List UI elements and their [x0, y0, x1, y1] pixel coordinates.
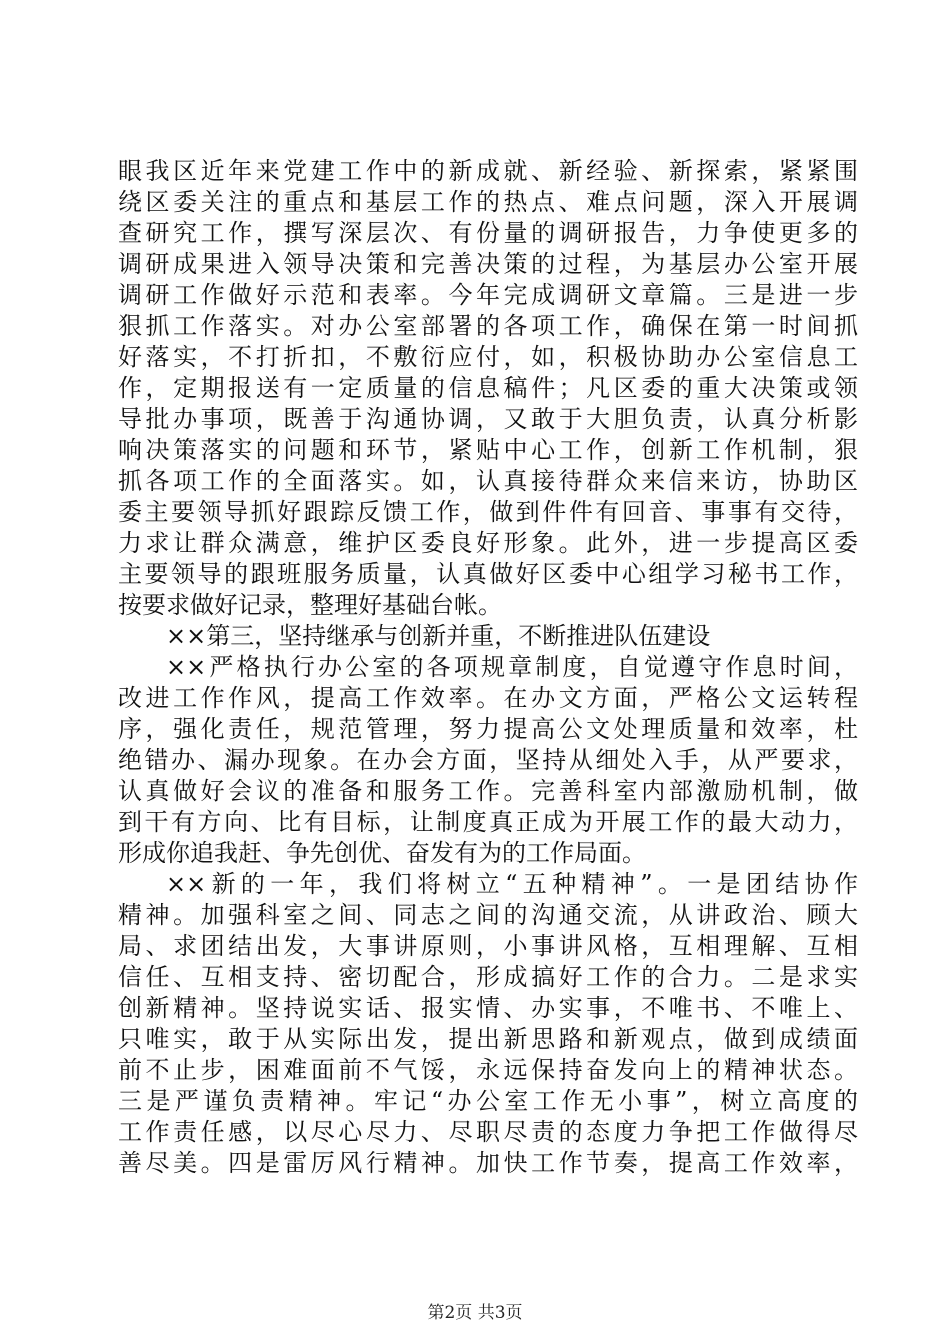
paragraph-3: [118, 652, 858, 869]
text-line: 调研成果进入领导决策和完善决策的过程，为基层办公室开展: [118, 250, 858, 278]
text-line: ××新的一年，我们将树立“五种精神”。一是团结协作: [166, 870, 858, 898]
text-line: 绝错办、漏办现象。在办会方面，坚持从细处入手，从严要求，: [118, 746, 858, 774]
text-line: 只唯实，敢于从实际出发，提出新思路和新观点，做到成绩面: [118, 1025, 858, 1053]
text-line: 查研究工作，撰写深层次、有份量的调研报告，力争使更多的: [118, 219, 858, 247]
text-line: 前不止步，困难面前不气馁，永远保持奋发向上的精神状态。: [118, 1056, 858, 1084]
section-heading-line: ××第三，坚持继承与创新并重，不断推进队伍建设: [166, 622, 711, 650]
text-line: 序，强化责任，规范管理，努力提高公文处理质量和效率，杜: [118, 715, 858, 743]
text-line: 眼我区近年来党建工作中的新成就、新经验、新探索，紧紧围: [118, 157, 858, 185]
text-line: 到干有方向、比有目标，让制度真正成为开展工作的最大动力，: [118, 808, 858, 836]
page-number-footer: 第2页 共3页: [427, 1303, 523, 1323]
text-line: 精神。加强科室之间、同志之间的沟通交流，从讲政治、顾大: [118, 901, 858, 929]
document-body: [118, 156, 858, 1179]
text-line: 委主要领导抓好跟踪反馈工作，做到件件有回音、事事有交待，: [118, 498, 858, 526]
text-line: 善尽美。四是雷厉风行精神。加快工作节奏，提高工作效率，: [118, 1149, 858, 1177]
text-line: 工作责任感，以尽心尽力、尽职尽责的态度力争把工作做得尽: [118, 1118, 858, 1146]
text-line: 主要领导的跟班服务质量，认真做好区委中心组学习秘书工作，: [118, 560, 858, 588]
text-line: 调研工作做好示范和表率。今年完成调研文章篇。三是进一步: [118, 281, 858, 309]
text-line: 局、求团结出发，大事讲原则，小事讲风格，互相理解、互相: [118, 932, 858, 960]
text-line: 信任、互相支持、密切配合，形成搞好工作的合力。二是求实: [118, 963, 858, 991]
text-line: 抓各项工作的全面落实。如，认真接待群众来信来访，协助区: [118, 467, 858, 495]
paragraph-1: [118, 156, 858, 621]
text-line: 按要求做好记录，整理好基础台帐。: [118, 591, 502, 619]
text-line: 导批办事项，既善于沟通协调，又敢于大胆负责，认真分析影: [118, 405, 858, 433]
text-line: 好落实，不打折扣，不敷衍应付，如，积极协助办公室信息工: [118, 343, 858, 371]
paragraph-2-heading: [118, 621, 858, 652]
text-line: 作，定期报送有一定质量的信息稿件；凡区委的重大决策或领: [118, 374, 858, 402]
text-line: 认真做好会议的准备和服务工作。完善科室内部激励机制，做: [118, 777, 858, 805]
text-line: 狠抓工作落实。对办公室部署的各项工作，确保在第一时间抓: [118, 312, 858, 340]
text-line: 绕区委关注的重点和基层工作的热点、难点问题，深入开展调: [118, 188, 858, 216]
text-line: 三是严谨负责精神。牢记“办公室工作无小事”，树立高度的: [118, 1087, 858, 1115]
text-line: 形成你追我赶、争先创优、奋发有为的工作局面。: [118, 839, 646, 867]
text-line: 力求让群众满意，维护区委良好形象。此外，进一步提高区委: [118, 529, 858, 557]
text-line: 响决策落实的问题和环节，紧贴中心工作，创新工作机制，狠: [118, 436, 858, 464]
text-line: ××严格执行办公室的各项规章制度，自觉遵守作息时间，: [166, 653, 858, 681]
text-line: 改进工作作风，提高工作效率。在办文方面，严格公文运转程: [118, 684, 858, 712]
paragraph-4: [118, 869, 858, 1179]
text-line: 创新精神。坚持说实话、报实情、办实事，不唯书、不唯上、: [118, 994, 858, 1022]
